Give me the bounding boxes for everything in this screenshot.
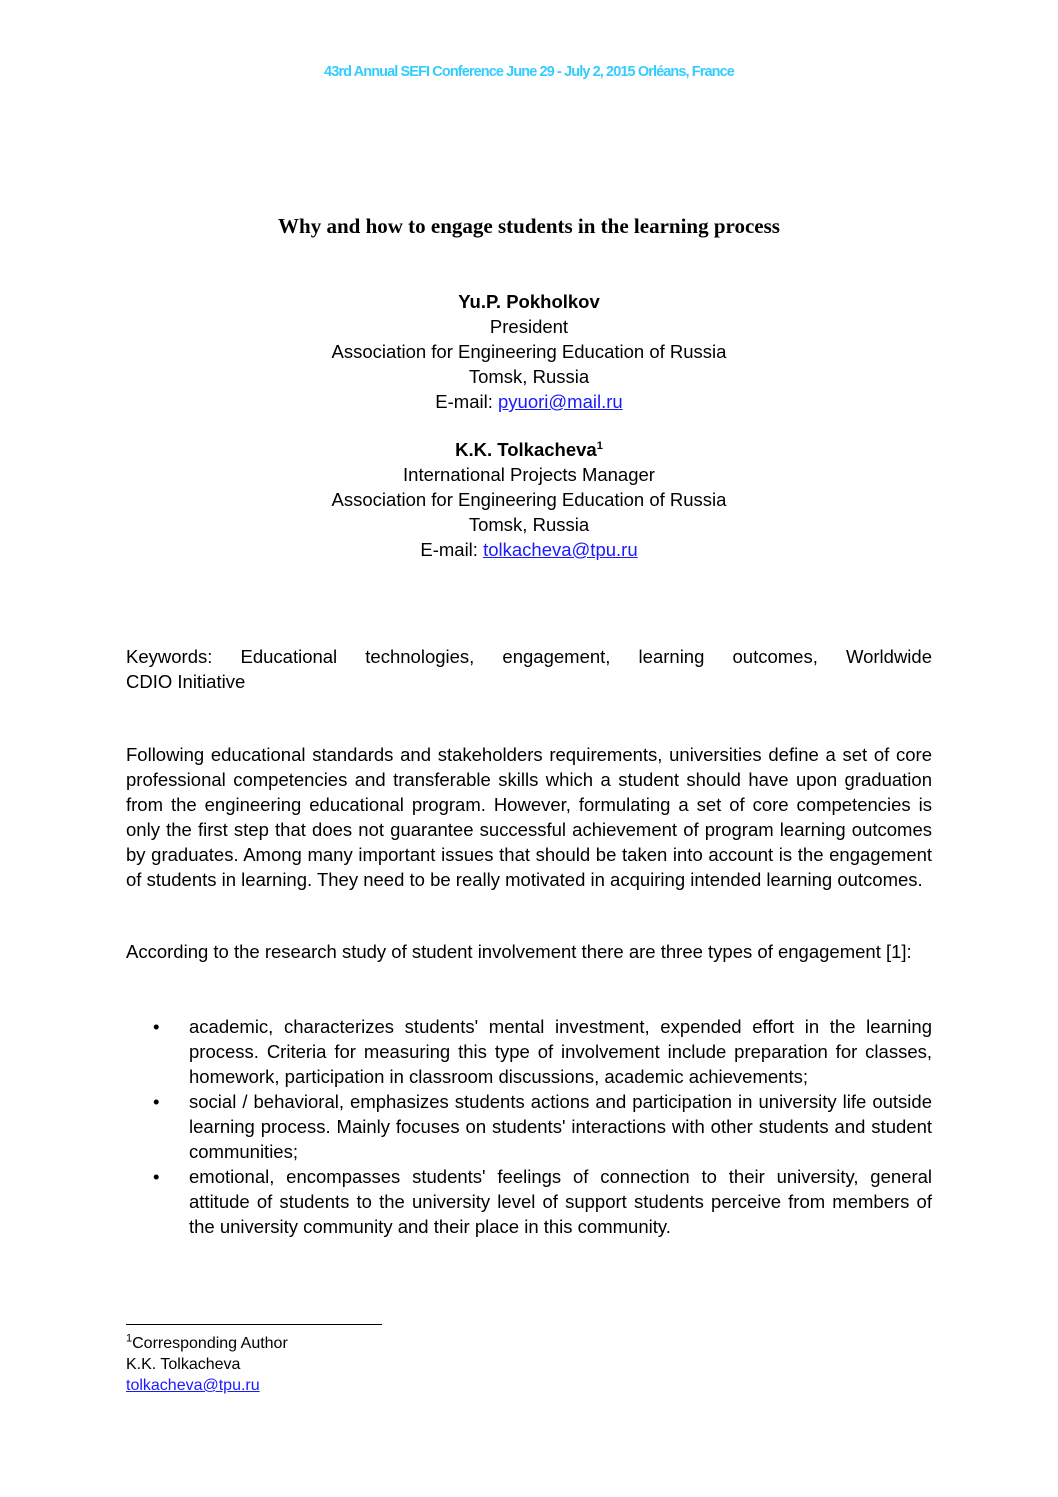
keywords-line: Keywords: Educational technologies, engagement, learning outcomes, Worldwide [126, 646, 932, 667]
body-paragraph-2: According to the research study of student involvement there are three types of engagement [1]: [126, 941, 912, 962]
author-block-2 [0, 437, 1058, 562]
footnote-text: $^1$Corresponding Author [126, 1332, 288, 1352]
author-block-1 [0, 289, 1058, 414]
author-email-link[interactable]: tolkacheva@tpu.ru [483, 539, 638, 560]
footnote-email-link[interactable]: tolkacheva@tpu.ru [126, 1377, 260, 1394]
footnote-mark: 1 [126, 1332, 133, 1345]
bullet-icon: • [153, 1091, 160, 1112]
bullet-icon: • [153, 1016, 160, 1037]
footnote-mark: 1 [596, 439, 603, 452]
author-affiliation: Association for Engineering Education of Russia [331, 489, 727, 510]
list-item: • academic, characterizes students' mental investment, expended effort in the learning process. Criteria for measuring this type of involvement include preparation for classes, homework, participation in classroom discussions, academic achievements; [153, 1016, 932, 1087]
footnote-divider [126, 1324, 382, 1325]
footnote [126, 1333, 288, 1396]
list-item: • emotional, encompasses students' feelings of connection to their university, general attitude of students to the university level of support students perceive from members of the university community and their place in this community. [153, 1166, 932, 1237]
body-paragraph-1: Following educational standards and stakeholders requirements, universities define a set of core professional competencies and transferable skills which a student should have upon graduation from the engineering educational program. However, formulating a set of core competencies is only the first step that does not guarantee successful achievement of program learning outcomes by graduates. Among many important issues that should be taken into account is the engagement of students in learning. They need to be really motivated in acquiring intended learning outcomes. [126, 744, 932, 890]
footnote-name: K.K. Tolkacheva [126, 1356, 241, 1373]
author-affiliation: Association for Engineering Education of Russia [331, 341, 727, 362]
email-label: E-mail: [420, 539, 478, 560]
author-email-line [0, 389, 1058, 414]
keywords-line: CDIO Initiative [126, 671, 246, 692]
bullet-icon: • [153, 1166, 160, 1187]
footnote-email-line [126, 1375, 288, 1396]
author-location: Tomsk, Russia [468, 366, 590, 387]
author-location: Tomsk, Russia [468, 514, 590, 535]
keywords [126, 644, 932, 694]
author-name: Yu.P. Pokholkov [458, 291, 600, 312]
author-role: President [489, 316, 569, 337]
author-name: K.K. Tolkacheva$^1$ [455, 439, 603, 460]
author-email-line [0, 537, 1058, 562]
author-role: International Projects Manager [403, 464, 655, 485]
conference-header: 43rd Annual SEFI Conference June 29 - July 2, 2015 Orléans, France [324, 64, 734, 80]
author-email-link[interactable]: pyuori@mail.ru [498, 391, 623, 412]
engagement-types-list [126, 1014, 932, 1239]
paper-title: Why and how to engage students in the learning process [278, 214, 780, 238]
list-item: • social / behavioral, emphasizes students actions and participation in university life outside learning process. Mainly focuses on students' interactions with other students and student communities; [153, 1091, 932, 1162]
email-label: E-mail: [435, 391, 493, 412]
